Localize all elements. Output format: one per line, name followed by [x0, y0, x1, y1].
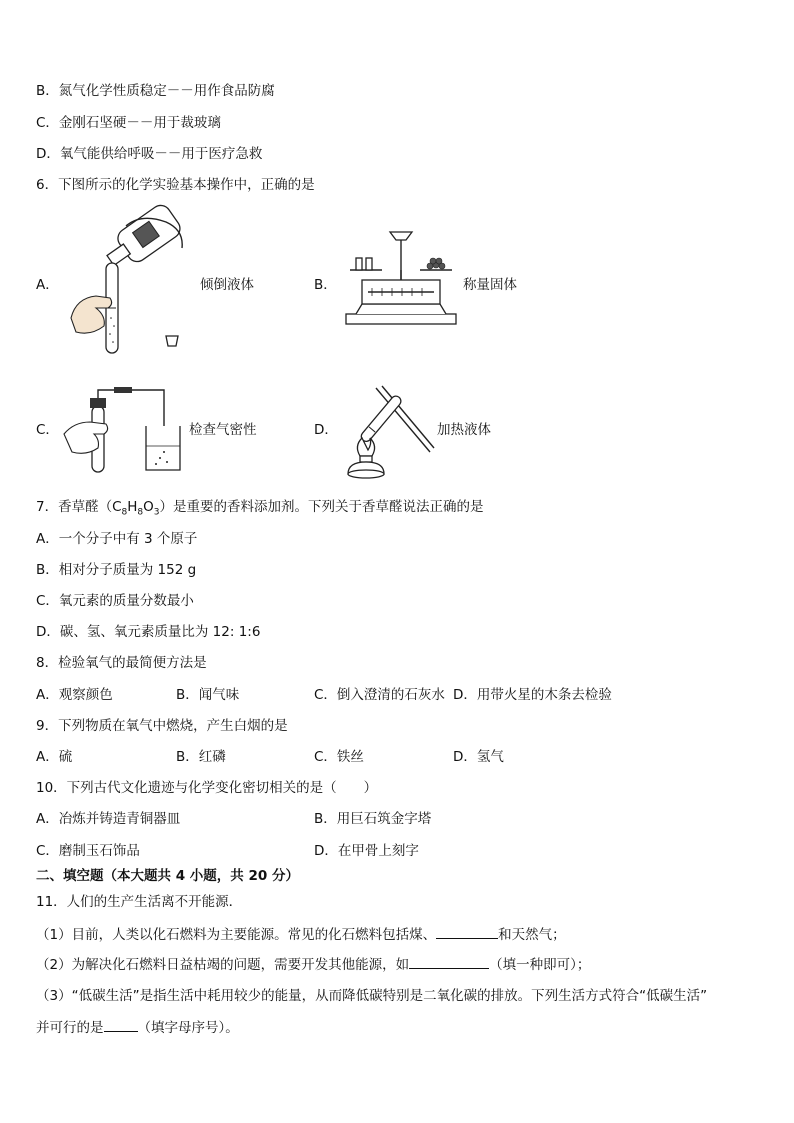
airtightness-check-illustration [64, 386, 188, 476]
heating-liquid-illustration [338, 384, 436, 482]
section-heading: 二、填空题（本大题共 4 小题，共 20 分） [36, 868, 299, 884]
q5-option-b: B．氮气化学性质稳定－－用作食品防腐 [36, 83, 275, 99]
q6-option-a-letter: A． [36, 277, 59, 293]
q6-option-c-label: 检查气密性 [189, 422, 257, 438]
q11-stem: 11．人们的生产生活离不开能源． [36, 894, 243, 910]
q6-option-a-label: 倾倒液体 [200, 277, 254, 293]
q11-part3-blank[interactable] [104, 1017, 138, 1032]
q11-part2-blank[interactable] [409, 954, 489, 969]
q8-option-b: B．闻气味 [176, 687, 240, 703]
balance-scale-illustration [342, 222, 460, 328]
q7-option-a: A．一个分子中有 3 个原子 [36, 531, 198, 547]
q6-option-d-letter: D． [314, 422, 338, 438]
pouring-liquid-illustration [66, 208, 196, 353]
q6-option-d-label: 加热液体 [437, 422, 491, 438]
q7-option-b: B．相对分子质量为 152 g [36, 562, 197, 578]
q7-stem: 7．香草醛$(C_8H_8O_3)$是重要的香料添加剂。下列关于香草醛说法正确的是 [36, 499, 484, 518]
q6-option-b-letter: B． [314, 277, 337, 293]
q11-part2: （2）为解决化石燃料日益枯竭的问题，需要开发其他能源，如 （填一种即可）； [36, 954, 590, 975]
q10-option-b: B．用巨石筑金字塔 [314, 811, 432, 827]
q8-option-c: C．倒入澄清的石灰水 [314, 687, 445, 703]
q9-option-c: C．铁丝 [314, 749, 364, 765]
q9-option-a: A．硫 [36, 749, 73, 765]
q11-part3-line2: 并可行的是 （填字母序号）。 [36, 1017, 239, 1038]
q10-option-d: D．在甲骨上刻字 [314, 843, 419, 859]
q9-option-b: B．红磷 [176, 749, 226, 765]
q11-part3-line1: （3）“低碳生活”是指生活中耗用较少的能量，从而降低碳特别是二氧化碳的排放。下列生活方式符合“低碳生活” [36, 988, 708, 1004]
q10-option-a: A．冶炼并铸造青铜器皿 [36, 811, 181, 827]
q6-option-c-letter: C． [36, 422, 59, 438]
q11-part1-blank[interactable] [436, 924, 498, 939]
q11-part1: （1）目前，人类以化石燃料为主要能源。常见的化石燃料包括煤、 和天然气； [36, 924, 566, 945]
q10-option-c: C．磨制玉石饰品 [36, 843, 140, 859]
q6-option-b-label: 称量固体 [463, 277, 517, 293]
q5-option-c: C．金刚石坚硬－－用于裁玻璃 [36, 115, 221, 131]
q6-stem: 6．下图所示的化学实验基本操作中，正确的是 [36, 177, 315, 193]
q5-option-d: D．氧气能供给呼吸－－用于医疗急救 [36, 146, 263, 162]
q8-stem: 8．检验氧气的最简便方法是 [36, 655, 207, 671]
q7-option-c: C．氧元素的质量分数最小 [36, 593, 194, 609]
q9-option-d: D．氢气 [453, 749, 504, 765]
q8-option-a: A．观察颜色 [36, 687, 113, 703]
q10-stem: 10．下列古代文化遗迹与化学变化密切相关的是（ ） [36, 780, 378, 796]
q7-option-d: D．碳、氢、氧元素质量比为 12: 1:6 [36, 624, 261, 640]
q9-stem: 9．下列物质在氧气中燃烧，产生白烟的是 [36, 718, 288, 734]
q8-option-d: D．用带火星的木条去检验 [453, 687, 612, 703]
